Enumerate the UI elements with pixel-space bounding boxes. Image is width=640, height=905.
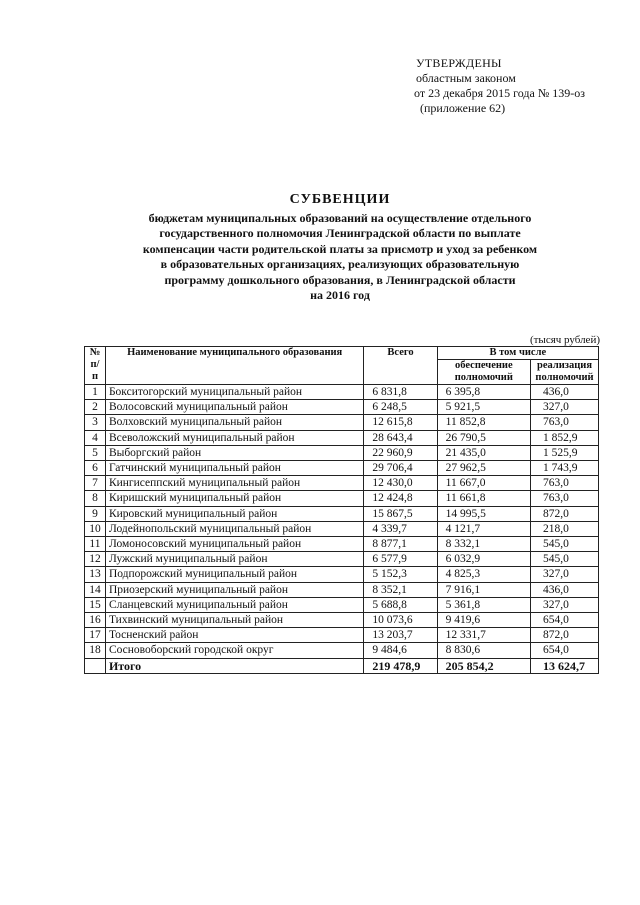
cell-sub1: 21 435,0 — [437, 445, 530, 460]
cell-total: 9 484,6 — [364, 643, 437, 658]
cell-sub1: 26 790,5 — [437, 430, 530, 445]
cell-total: 6 831,8 — [364, 385, 437, 400]
cell-sub2: 327,0 — [531, 400, 599, 415]
cell-sub2: 1 743,9 — [531, 461, 599, 476]
total-total: 219 478,9 — [364, 658, 437, 673]
cell-sub2: 327,0 — [531, 567, 599, 582]
cell-sub2: 872,0 — [531, 506, 599, 521]
table-row — [85, 613, 599, 628]
cell-sub1: 9 419,6 — [437, 613, 530, 628]
cell-num: 8 — [85, 491, 106, 506]
cell-name: Сосновоборский городской округ — [105, 643, 363, 658]
cell-sub1: 5 361,8 — [437, 597, 530, 612]
total-row — [85, 658, 599, 673]
cell-total: 15 867,5 — [364, 506, 437, 521]
table-row — [85, 597, 599, 612]
cell-total: 13 203,7 — [364, 628, 437, 643]
header-group: В том числе — [437, 347, 598, 360]
cell-name: Лодейнопольский муниципальный район — [105, 521, 363, 536]
subsidy-table — [84, 346, 599, 674]
cell-sub2: 872,0 — [531, 628, 599, 643]
total-sub1: 205 854,2 — [437, 658, 530, 673]
table-row — [85, 476, 599, 491]
cell-num: 9 — [85, 506, 106, 521]
cell-sub1: 6 395,8 — [437, 385, 530, 400]
cell-name: Гатчинский муниципальный район — [105, 461, 363, 476]
cell-name: Бокситогорский муниципальный район — [105, 385, 363, 400]
table-row — [85, 491, 599, 506]
cell-sub1: 7 916,1 — [437, 582, 530, 597]
cell-total: 4 339,7 — [364, 521, 437, 536]
header-sub1: обеспечение полномочий — [437, 360, 530, 385]
table-row — [85, 415, 599, 430]
cell-total: 12 424,8 — [364, 491, 437, 506]
table-row — [85, 567, 599, 582]
table-row — [85, 628, 599, 643]
cell-num: 17 — [85, 628, 106, 643]
table-row — [85, 582, 599, 597]
cell-total: 8 352,1 — [364, 582, 437, 597]
cell-name: Приозерский муниципальный район — [105, 582, 363, 597]
approval-stamp — [412, 56, 585, 116]
cell-num: 2 — [85, 400, 106, 415]
cell-name: Всеволожский муниципальный район — [105, 430, 363, 445]
cell-total: 10 073,6 — [364, 613, 437, 628]
total-num — [85, 658, 106, 673]
cell-name: Киришский муниципальный район — [105, 491, 363, 506]
cell-num: 6 — [85, 461, 106, 476]
document-title: СУБВЕНЦИИ — [289, 192, 391, 207]
cell-num: 15 — [85, 597, 106, 612]
table-row — [85, 400, 599, 415]
cell-sub1: 12 331,7 — [437, 628, 530, 643]
subtitle-line: в образовательных организациях, реализующих образовательную — [160, 257, 520, 272]
header-sub2: реализация полномочий — [531, 360, 599, 385]
cell-total: 6 577,9 — [364, 552, 437, 567]
cell-total: 5 688,8 — [364, 597, 437, 612]
cell-num: 18 — [85, 643, 106, 658]
cell-sub2: 763,0 — [531, 491, 599, 506]
subtitle-line: государственного полномочия Ленинградской области по выплате — [159, 226, 521, 241]
cell-num: 1 — [85, 385, 106, 400]
subtitle-line: на 2016 год — [310, 288, 370, 303]
cell-total: 29 706,4 — [364, 461, 437, 476]
approval-line-2: областным законом — [416, 71, 516, 85]
cell-sub2: 1 525,9 — [531, 445, 599, 460]
subtitle-line: бюджетам муниципальных образований на осуществление отдельного — [148, 211, 532, 225]
cell-sub1: 8 830,6 — [437, 643, 530, 658]
cell-sub1: 27 962,5 — [437, 461, 530, 476]
table-row — [85, 445, 599, 460]
table-body — [85, 385, 599, 674]
unit-note: (тысяч рублей) — [529, 334, 600, 346]
cell-name: Тихвинский муниципальный район — [105, 613, 363, 628]
cell-name: Кировский муниципальный район — [105, 506, 363, 521]
cell-total: 22 960,9 — [364, 445, 437, 460]
table-row — [85, 461, 599, 476]
table-row — [85, 521, 599, 536]
table-row — [85, 552, 599, 567]
cell-num: 10 — [85, 521, 106, 536]
cell-name: Тосненский район — [105, 628, 363, 643]
cell-sub1: 4 825,3 — [437, 567, 530, 582]
table-row — [85, 643, 599, 658]
header-total: Всего — [364, 347, 437, 385]
cell-sub2: 436,0 — [531, 582, 599, 597]
subtitle-line: программу дошкольного образования, в Ленинградской области — [164, 272, 516, 287]
total-sub2: 13 624,7 — [531, 658, 599, 673]
cell-name: Волховский муниципальный район — [105, 415, 363, 430]
cell-sub1: 11 852,8 — [437, 415, 530, 430]
cell-num: 3 — [85, 415, 106, 430]
approval-line-1: УТВЕРЖДЕНЫ — [416, 56, 502, 70]
header-name: Наименование муниципального образования — [105, 347, 363, 385]
cell-num: 11 — [85, 537, 106, 552]
cell-num: 12 — [85, 552, 106, 567]
cell-total: 12 430,0 — [364, 476, 437, 491]
table-row — [85, 385, 599, 400]
document-subtitle — [80, 211, 600, 303]
cell-name: Выборгский район — [105, 445, 363, 460]
approval-line-3: от 23 декабря 2015 года № 139-оз — [414, 86, 586, 100]
cell-sub2: 654,0 — [531, 613, 599, 628]
cell-num: 13 — [85, 567, 106, 582]
cell-sub1: 4 121,7 — [437, 521, 530, 536]
cell-name: Сланцевский муниципальный район — [105, 597, 363, 612]
cell-sub2: 327,0 — [531, 597, 599, 612]
table-row — [85, 506, 599, 521]
cell-sub2: 763,0 — [531, 476, 599, 491]
cell-sub1: 11 667,0 — [437, 476, 530, 491]
cell-sub2: 545,0 — [531, 537, 599, 552]
cell-sub2: 436,0 — [531, 385, 599, 400]
cell-total: 28 643,4 — [364, 430, 437, 445]
cell-num: 14 — [85, 582, 106, 597]
cell-total: 6 248,5 — [364, 400, 437, 415]
cell-num: 5 — [85, 445, 106, 460]
cell-sub1: 11 661,8 — [437, 491, 530, 506]
cell-sub1: 6 032,9 — [437, 552, 530, 567]
cell-name: Волосовский муниципальный район — [105, 400, 363, 415]
total-label: Итого — [105, 658, 363, 673]
cell-sub2: 545,0 — [531, 552, 599, 567]
subtitle-line: компенсации части родительской платы за присмотр и уход за ребенком — [142, 241, 538, 256]
cell-sub2: 1 852,9 — [531, 430, 599, 445]
cell-sub1: 8 332,1 — [437, 537, 530, 552]
approval-line-4: (приложение 62) — [420, 101, 506, 115]
cell-name: Подпорожский муниципальный район — [105, 567, 363, 582]
cell-num: 16 — [85, 613, 106, 628]
cell-name: Ломоносовский муниципальный район — [105, 537, 363, 552]
cell-total: 8 877,1 — [364, 537, 437, 552]
cell-name: Кингисеппский муниципальный район — [105, 476, 363, 491]
table-row — [85, 537, 599, 552]
header-num: № п/п — [85, 347, 106, 385]
cell-total: 12 615,8 — [364, 415, 437, 430]
cell-name: Лужский муниципальный район — [105, 552, 363, 567]
cell-sub1: 5 921,5 — [437, 400, 530, 415]
cell-num: 7 — [85, 476, 106, 491]
title-block — [80, 192, 600, 303]
cell-num: 4 — [85, 430, 106, 445]
cell-sub2: 218,0 — [531, 521, 599, 536]
cell-total: 5 152,3 — [364, 567, 437, 582]
cell-sub2: 654,0 — [531, 643, 599, 658]
cell-sub1: 14 995,5 — [437, 506, 530, 521]
cell-sub2: 763,0 — [531, 415, 599, 430]
table-row — [85, 430, 599, 445]
